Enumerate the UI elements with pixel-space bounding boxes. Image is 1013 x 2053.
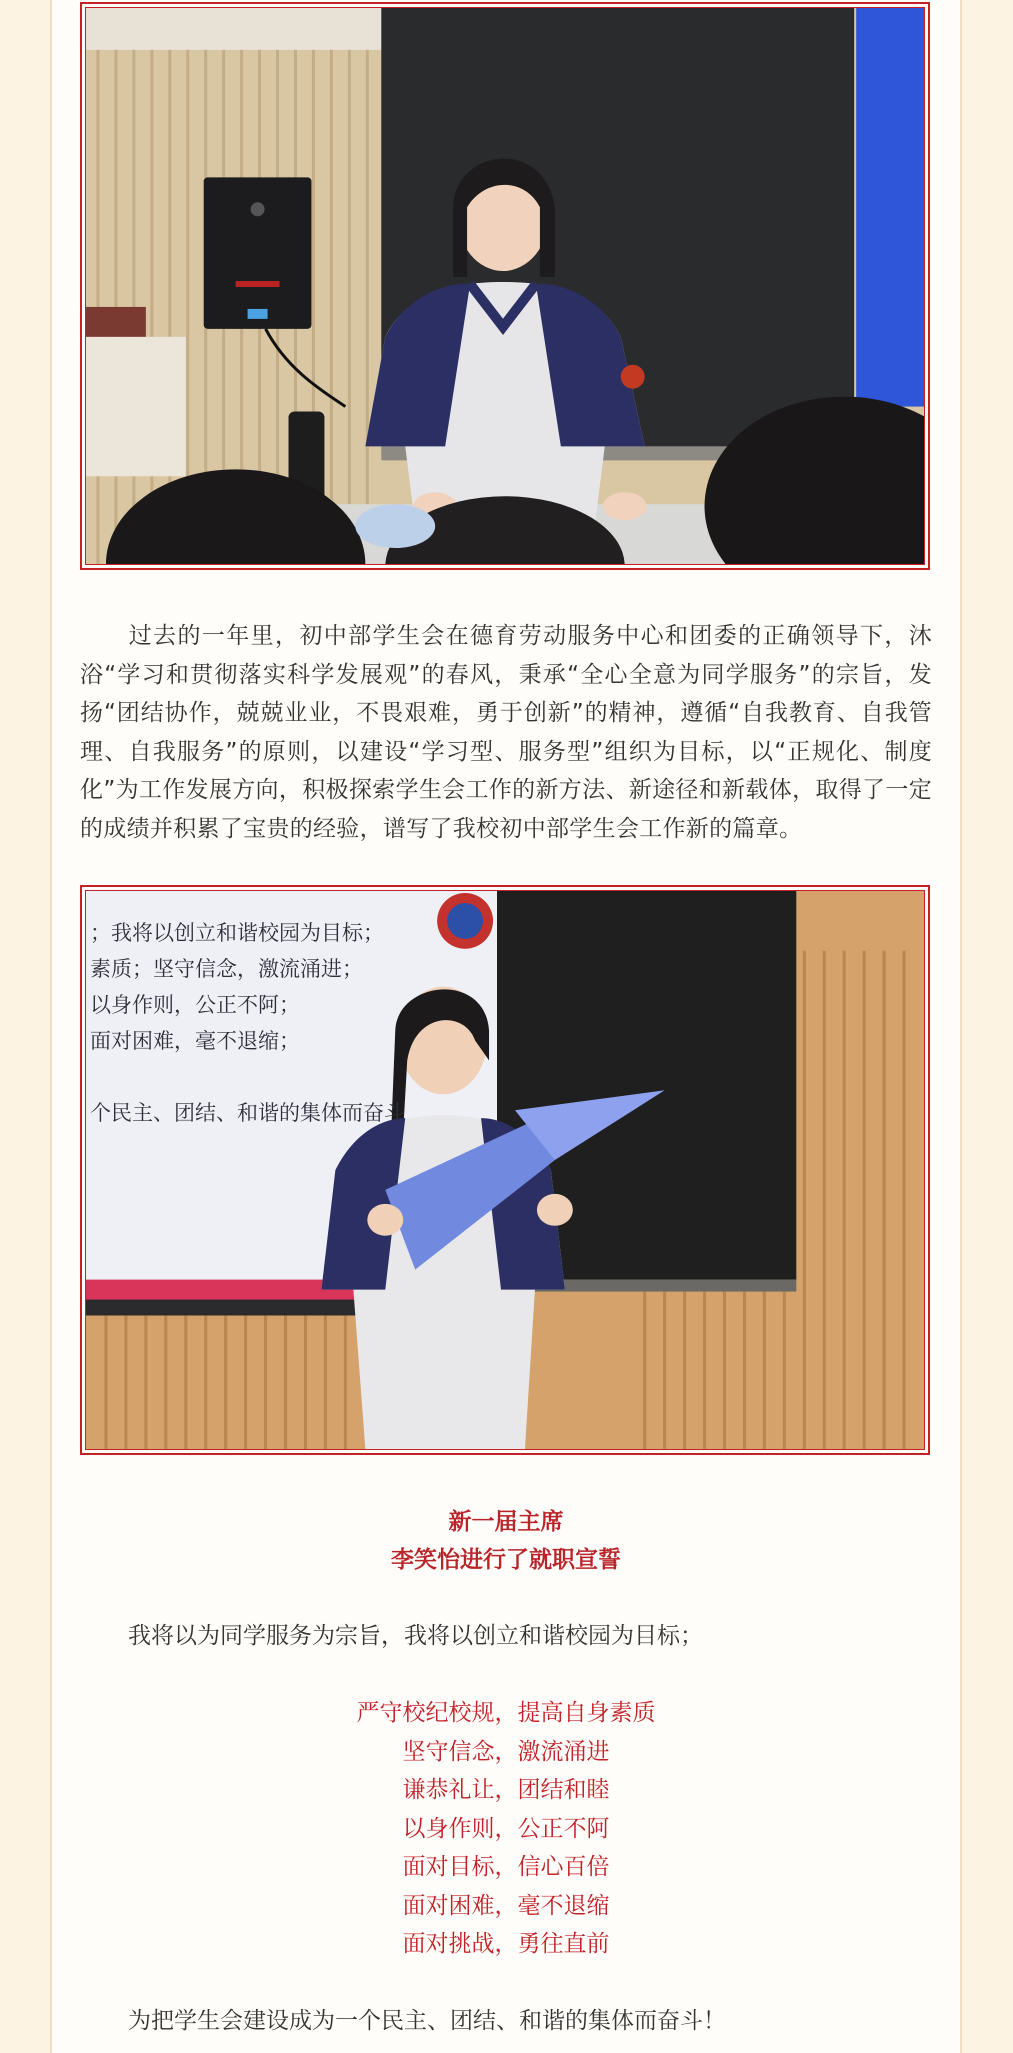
photo-speaker-podium-image [86,8,924,564]
pledge-item: 以身作则，公正不阿 [402,1815,610,1842]
photo-reading-oath [80,885,930,1455]
photo-speaker-podium [80,2,930,570]
pledge-item: 坚守信念，激流涌进 [402,1738,610,1765]
pledge-list [80,1694,932,1964]
oath-intro: 我将以为同学服务为宗旨，我将以创立和谐校园为目标； [128,1623,703,1649]
screen-line: 面对困难，毫不退缩； [90,1029,300,1053]
screen-line: 个民主、团结、和谐的集体而奋斗 [90,1101,405,1125]
screen-line: 素质；坚守信念，激流涌进； [90,957,363,981]
pledge-item: 面对挑战，勇往直前 [402,1931,610,1957]
pledge-item: 面对困难，毫不退缩 [402,1892,610,1919]
screen-line: ；我将以创立和谐校园为目标； [90,921,384,945]
pledge-item: 谦恭礼让，团结和睦 [402,1777,610,1803]
intro-paragraph: 过去的一年里，初中部学生会在德育劳动服务中心和团委的正确领导下，沐浴“学习和贯彻落实科学发展观”的春风，秉承“全心全意为同学服务”的宗旨，发扬“团结协作，兢兢业业，不畏艰难，勇于创新”的精神，遵循“自我教育、自我管理、自我服务”的原则，以建设“学习型、服务型”组织为目标，以“正规化、制度化”为工作发展方向，积极探索学生会工作的新方法、新途径和新载体，取得了一定的成绩并积累了宝贵的经验，谱写了我校初中部学生会工作新的篇章。 [80,623,932,842]
closing-line: 为把学生会建设成为一个民主、团结、和谐的集体而奋斗！ [128,2008,726,2034]
photo-screen-text [90,915,490,1131]
caption [80,1503,932,1579]
caption-line-2: 李笑怡进行了就职宣誓 [391,1547,621,1573]
caption-line-1: 新一届主席 [448,1509,564,1535]
pledge-item: 面对目标，信心百倍 [402,1854,610,1880]
screen-line: 以身作则，公正不阿； [90,993,300,1017]
pledge-item: 严守校纪校规，提高自身素质 [356,1700,656,1726]
